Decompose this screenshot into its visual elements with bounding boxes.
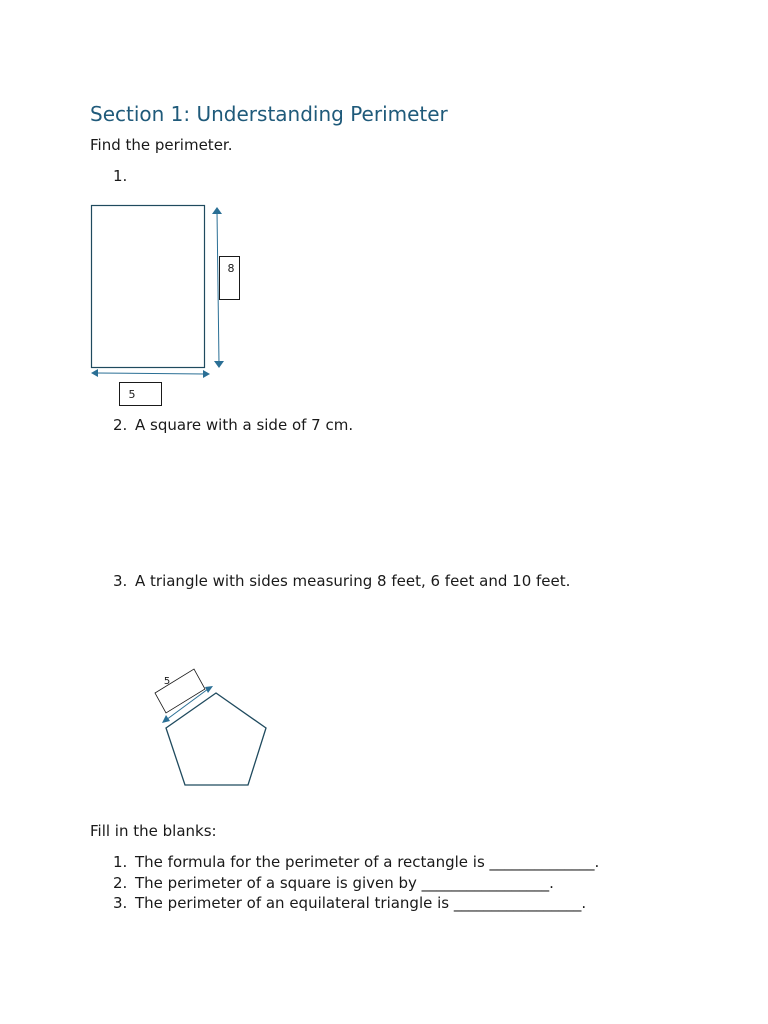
problem-3 [113,572,570,590]
width-label: 5 [128,388,136,401]
problem-2 [113,416,353,434]
blank-item-1 [113,853,599,871]
fill-heading: Fill in the blanks: [90,822,217,840]
blank-number: 1. [113,853,128,871]
arrowhead-icon [214,361,224,368]
height-label: 8 [227,262,235,275]
blank-text: The perimeter of a square is given by _________________. [135,874,554,892]
problem-number: 3. [113,572,128,590]
problem-text: A triangle with sides measuring 8 feet, 6 feet and 10 feet. [135,572,571,590]
pentagon-figure [150,662,275,792]
rectangle-figure [85,200,255,412]
blank-text: The formula for the perimeter of a rectangle is ______________. [135,853,600,871]
blank-number: 2. [113,874,128,892]
arrowhead-icon [212,207,222,214]
problem-1 [113,167,135,185]
problem-text: A square with a side of 7 cm. [135,416,354,434]
instruction-text: Find the perimeter. [90,136,233,154]
pentagon-shape [166,693,266,785]
arrowhead-icon [91,369,98,377]
side-label: 5 [163,676,171,687]
width-label-box [120,383,162,406]
rectangle-shape [92,206,205,368]
arrowhead-icon [162,715,170,723]
blank-text: The perimeter of an equilateral triangle is _________________. [135,894,587,912]
blank-number: 3. [113,894,128,912]
height-arrow [217,211,219,364]
section-title: Section 1: Understanding Perimeter [90,102,448,126]
width-arrow [96,373,205,374]
arrowhead-icon [203,370,210,378]
blank-item-3 [113,894,586,912]
problem-number: 1. [113,167,128,185]
problem-number: 2. [113,416,128,434]
blank-item-2 [113,874,554,892]
arrowhead-icon [205,686,213,693]
